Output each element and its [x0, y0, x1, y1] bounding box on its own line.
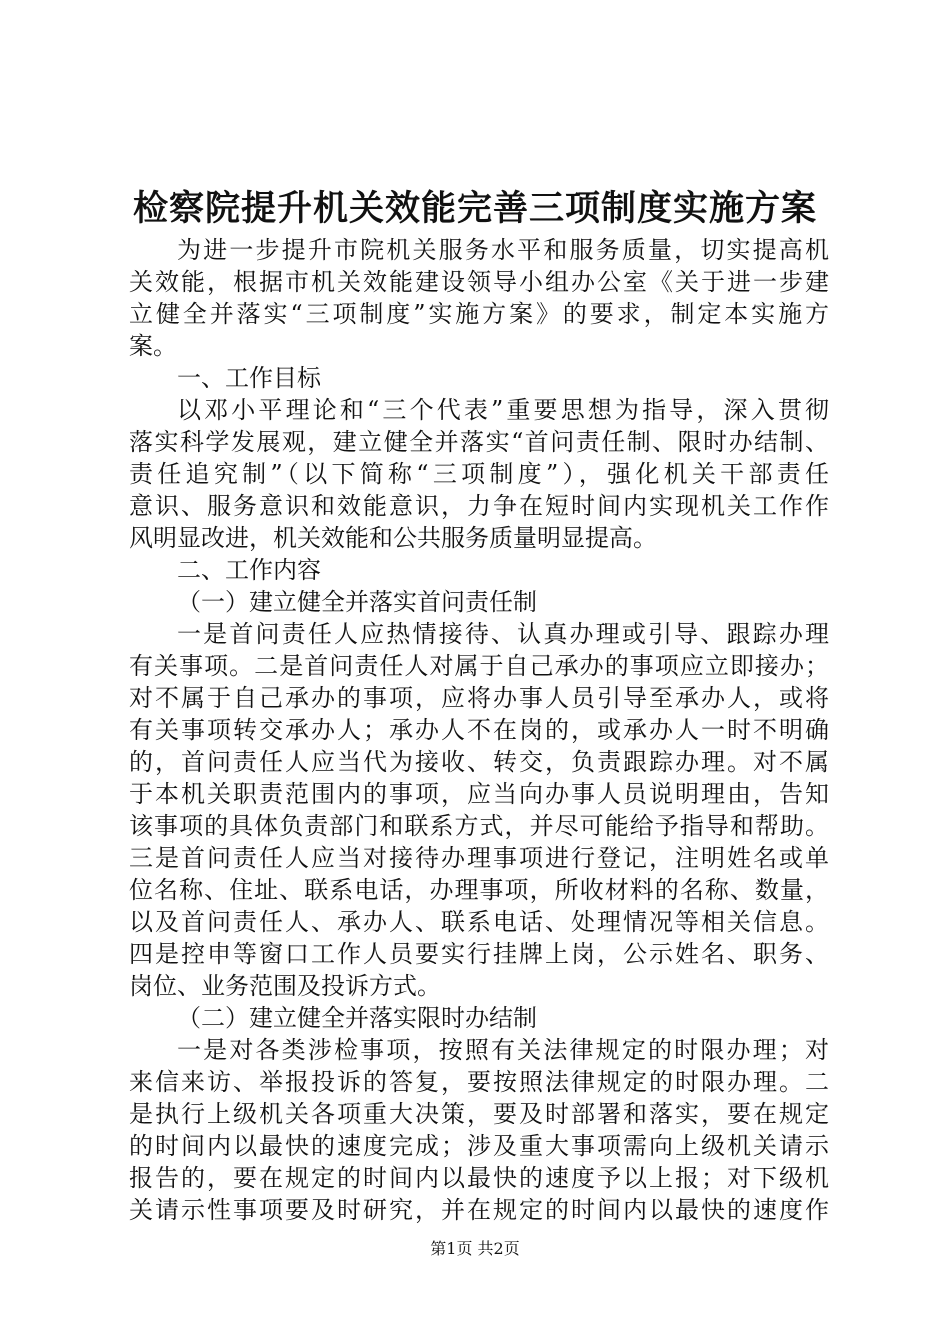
document-title: 检察院提升机关效能完善三项制度实施方案 — [132, 188, 817, 229]
body-line: 一是首问责任人应热情接待、认真办理或引导、跟踪办理 — [177, 620, 829, 648]
body-line: 三是首问责任人应当对接待办理事项进行登记，注明姓名或单 — [129, 844, 829, 872]
document-body — [129, 234, 829, 1226]
body-line: 来信来访、举报投诉的答复，要按照法律规定的时限办理。二 — [129, 1068, 829, 1096]
section-heading: 一、工作目标 — [177, 364, 321, 392]
body-line: 立健全并落实“三项制度”实施方案》的要求，制定本实施方 — [129, 300, 829, 328]
body-line: 的，首问责任人应当代为接收、转交，负责跟踪办理。对不属 — [129, 748, 829, 776]
body-line: 该事项的具体负责部门和联系方式，并尽可能给予指导和帮助。 — [129, 812, 829, 840]
body-line: 落实科学发展观，建立健全并落实“首问责任制、限时办结制、 — [129, 428, 829, 456]
body-line: 一是对各类涉检事项，按照有关法律规定的时限办理；对 — [177, 1036, 829, 1064]
body-line: 有关事项。二是首问责任人对属于自己承办的事项应立即接办； — [129, 652, 829, 680]
body-line: 报告的，要在规定的时间内以最快的速度予以上报；对下级机 — [129, 1164, 829, 1192]
body-line: 于本机关职责范围内的事项，应当向办事人员说明理由，告知 — [129, 780, 829, 808]
subsection-heading: （二）建立健全并落实限时办结制 — [177, 1004, 537, 1032]
body-line: 案。 — [129, 332, 177, 360]
body-line: 四是控申等窗口工作人员要实行挂牌上岗，公示姓名、职务、 — [129, 940, 829, 968]
body-line: 关效能，根据市机关效能建设领导小组办公室《关于进一步建 — [129, 268, 829, 296]
subsection-heading: （一）建立健全并落实首问责任制 — [177, 588, 537, 616]
body-line: 对不属于自己承办的事项，应将办事人员引导至承办人，或将 — [129, 684, 829, 712]
body-line: 以邓小平理论和“三个代表”重要思想为指导，深入贯彻 — [177, 396, 829, 424]
section-heading: 二、工作内容 — [177, 556, 321, 584]
body-line: 责任追究制”（以下简称“三项制度”），强化机关干部责任 — [129, 460, 829, 488]
body-line: 意识、服务意识和效能意识，力争在短时间内实现机关工作作 — [129, 492, 829, 520]
body-line: 的时间内以最快的速度完成；涉及重大事项需向上级机关请示 — [129, 1132, 829, 1160]
body-line: 以及首问责任人、承办人、联系电话、处理情况等相关信息。 — [129, 908, 829, 936]
page-footer: 第1页 共2页 — [430, 1239, 520, 1258]
body-line: 岗位、业务范围及投诉方式。 — [129, 972, 441, 1000]
body-line: 有关事项转交承办人；承办人不在岗的，或承办人一时不明确 — [129, 716, 829, 744]
body-line: 关请示性事项要及时研究，并在规定的时间内以最快的速度作 — [129, 1196, 829, 1224]
body-line: 风明显改进，机关效能和公共服务质量明显提高。 — [129, 524, 657, 552]
body-line: 位名称、住址、联系电话，办理事项，所收材料的名称、数量， — [129, 876, 829, 904]
body-line: 是执行上级机关各项重大决策，要及时部署和落实，要在规定 — [129, 1100, 829, 1128]
body-line: 为进一步提升市院机关服务水平和服务质量，切实提高机 — [177, 236, 829, 264]
